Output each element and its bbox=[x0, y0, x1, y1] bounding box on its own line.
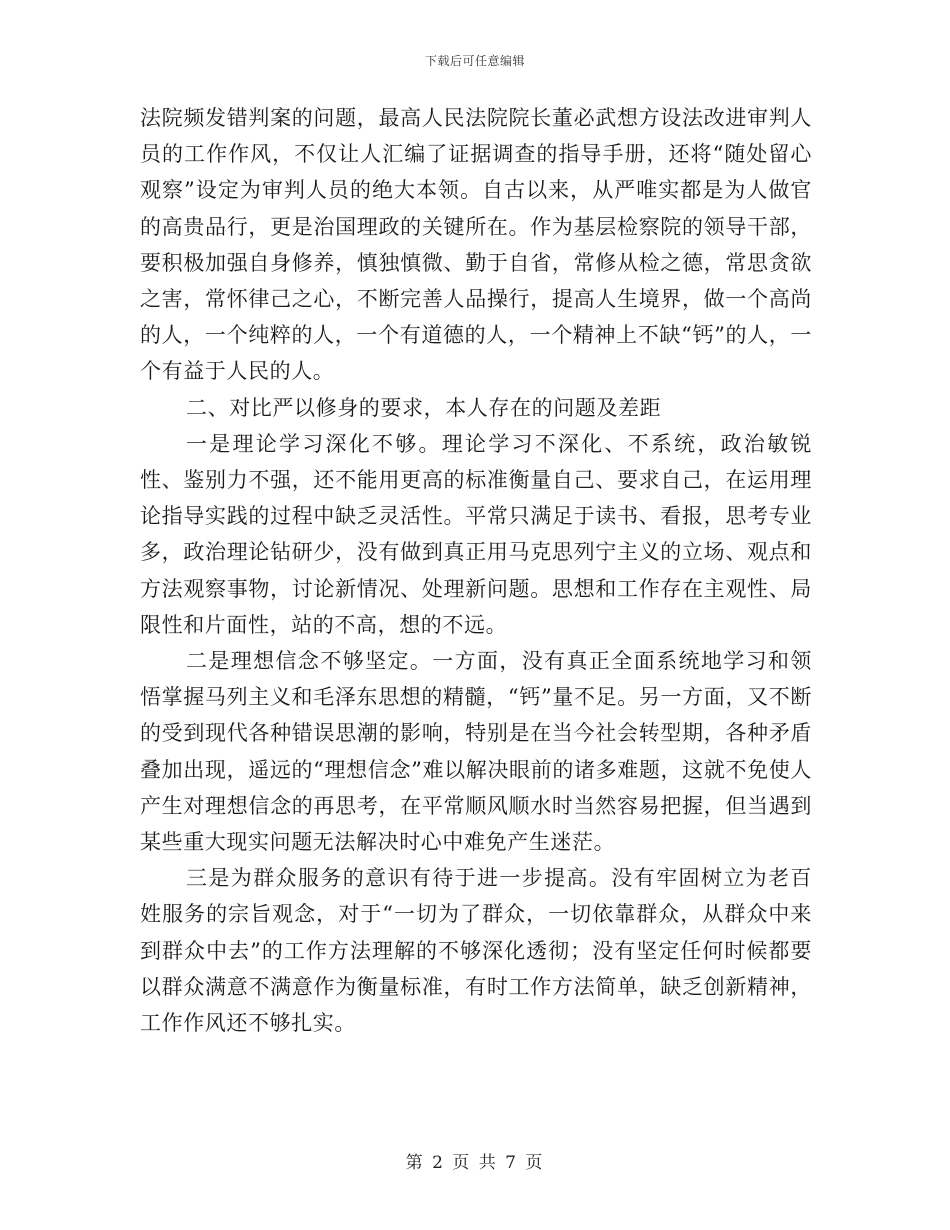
page-header: 下载后可任意编辑 bbox=[424, 54, 525, 68]
section-heading: 二、对比严以修身的要求，本人存在的问题及差距 bbox=[186, 395, 662, 420]
page-number-footer: 第 2 页 共 7 页 bbox=[405, 1153, 545, 1173]
paragraph-theory-study: 一是理论学习深化不够。理论学习不深化、不系统，政治敏锐性、鉴别力不强，还不能用更高的标准衡量自己、要求自己，在运用理论指导实践的过程中缺乏灵活性。平常只满足于读书、看报，思考专业多，政治理论钻研少，没有做到真正用马克思列宁主义的立场、观点和方法观察事物，讨论新情况、处理新问题。思想和工作存在主观性、局限性和片面性，站的不高，想的不远。 bbox=[140, 431, 812, 637]
paragraph-serving-masses: 三是为群众服务的意识有待于进一步提高。没有牢固树立为老百姓服务的宗旨观念，对于“一切为了群众，一切依靠群众，从群众中来到群众中去”的工作方法理解的不够深化透彻；没有坚定任何时候都要以群众满意不满意作为衡量标准，有时工作方法简单，缺乏创新精神，工作作风还不够扎实。 bbox=[140, 866, 812, 1036]
document-body bbox=[140, 100, 812, 1041]
paragraph-continued: 法院频发错判案的问题，最高人民法院院长董必武想方设法改进审判人员的工作作风，不仅让人汇编了证据调查的指导手册，还将“随处留心观察”设定为审判人员的绝大本领。自古以来，从严唯实都是为人做官的高贵品行，更是治国理政的关键所在。作为基层检察院的领导干部，要积极加强自身修养，慎独慎微、勤于自省，常修从检之德，常思贪欲之害，常怀律己之心，不断完善人品操行，提高人生境界，做一个高尚的人，一个纯粹的人，一个有道德的人，一个精神上不缺“钙”的人，一个有益于人民的人。 bbox=[140, 106, 812, 384]
paragraph-ideals-beliefs: 二是理想信念不够坚定。一方面，没有真正全面系统地学习和领悟掌握马列主义和毛泽东思想的精髓，“钙”量不足。另一方面，又不断的受到现代各种错误思潮的影响，特别是在当今社会转型期，各种矛盾叠加出现，遥远的“理想信念”难以解决眼前的诸多难题，这就不免使人产生对理想信念的再思考，在平常顺风顺水时当然容易把握，但当遇到某些重大现实问题无法解决时心中难免产生迷茫。 bbox=[140, 649, 812, 855]
